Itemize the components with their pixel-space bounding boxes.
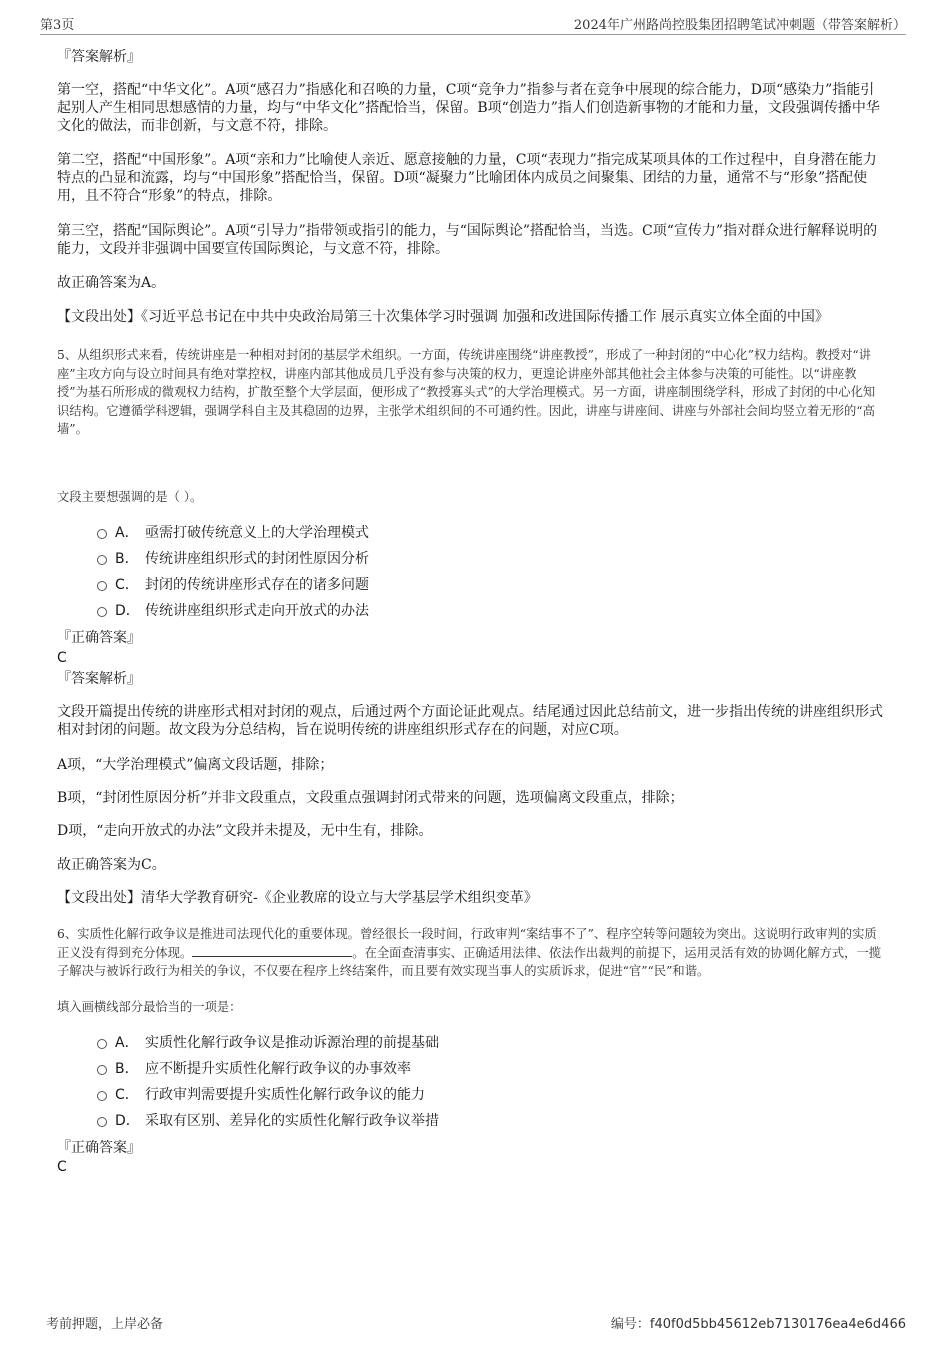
- q5-option-a[interactable]: A． 亟需打破传统意义上的大学治理模式: [97, 524, 369, 542]
- conclusion: 故正确答案为C。: [57, 857, 166, 873]
- source-note: 【文段出处】《习近平总书记在中共中央政治局第三十次集体学习时强调 加强和改进国际传播工作 展示真实立体全面的中国》: [57, 309, 829, 325]
- page-number: 第3页: [40, 18, 75, 33]
- analysis-note-d: D项，“走向开放式的办法”文段并未提及，无中生有，排除。: [57, 823, 433, 839]
- radio-icon[interactable]: [97, 1091, 107, 1101]
- question-6-passage: 6、实质性化解行政争议是推进司法现代化的重要体现。曾经很长一段时间，行政审判“案结事不了”、程序空转等问题较为突出。这说明行政审判的实质正义没有得到充分体现。 。在全面查清事实、正确适用法律、依法作出裁判的前提下，运用灵活有效的协调化解方式，一揽子解决与被诉行政行为相关的争议，不仅要在程序上终结案件，而且要有效实现当事人的实质诉求，促进“官”“民”和谐。: [57, 927, 882, 978]
- source-note: 【文段出处】清华大学教育研究-《企业教席的设立与大学基层学术组织变革》: [57, 890, 538, 906]
- radio-icon[interactable]: [97, 1065, 107, 1075]
- analysis-paragraph: 文段开篇提出传统的讲座形式相对封闭的观点，后通过两个方面论证此观点。结尾通过因此总结前文，进一步指出传统的讲座组织形式相对封闭的问题。故文段为分总结构，旨在说明传统的讲座组织形式存在的问题，对应C项。: [57, 704, 883, 738]
- radio-icon[interactable]: [97, 1039, 107, 1049]
- correct-answer: C: [57, 1159, 67, 1175]
- radio-icon[interactable]: [97, 581, 107, 591]
- q6-option-c[interactable]: C． 行政审判需要提升实质性化解行政争议的能力: [97, 1086, 425, 1104]
- q5-option-c[interactable]: C． 封闭的传统讲座形式存在的诸多问题: [97, 576, 369, 594]
- correct-answer: C: [57, 650, 67, 666]
- analysis-paragraph-1: 第一空，搭配“中华文化”。A项“感召力”指感化和召唤的力量，C项“竞争力”指参与者在竞争中展现的综合能力，D项“感染力”指能引起别人产生相同思想感情的力量，均与“中华文化”搭配恰当，保留。B项“创造力”指人们创造新事物的才能和力量，文段强调传播中华文化的做法，而非创新，与文意不符，排除。: [57, 82, 880, 134]
- radio-icon[interactable]: [97, 555, 107, 565]
- q5-option-d[interactable]: D． 传统讲座组织形式走向开放式的办法: [97, 602, 369, 620]
- conclusion: 故正确答案为A。: [57, 275, 166, 291]
- analysis-label: 『答案解析』: [57, 671, 141, 687]
- question-5-prompt: 文段主要想强调的是（ ）。: [57, 490, 203, 504]
- fill-blank: [192, 944, 352, 957]
- page-header: [40, 12, 906, 35]
- radio-icon[interactable]: [97, 529, 107, 539]
- document-title: 2024年广州路尚控股集团招聘笔试冲刺题（带答案解析）: [573, 18, 906, 33]
- q5-option-b[interactable]: B． 传统讲座组织形式的封闭性原因分析: [97, 550, 369, 568]
- analysis-note-b: B项，“封闭性原因分析”并非文段重点，文段重点强调封闭式带来的问题，选项偏离文段重点，排除；: [57, 790, 684, 806]
- document-code: 编号：f40f0d5bb45612eb7130176ea4e6d466: [610, 1317, 906, 1332]
- footer-slogan: 考前押题，上岸必备: [46, 1317, 164, 1332]
- q6-option-b[interactable]: B． 应不断提升实质性化解行政争议的办事效率: [97, 1060, 411, 1078]
- correct-answer-label: 『正确答案』: [57, 1140, 141, 1156]
- question-5-passage: 5、从组织形式来看，传统讲座是一种相对封闭的基层学术组织。一方面，传统讲座围绕“讲座教授”，形成了一种封闭的“中心化”权力结构。教授对“讲座”主攻方向与设立时间具有绝对掌控权，讲座内部其他成员几乎没有参与决策的权力，更遑论讲座外部其他社会主体参与决策的可能性。以“讲座教授”为基石所形成的微观权力结构，扩散至整个大学层面，便形成了“教授寡头式”的大学治理模式。另一方面，讲座制围绕学科，形成了封闭的中心化知识结构。它遵循学科逻辑，强调学科自主及其稳固的边界，主张学术组织间的不可通约性。因此，讲座与讲座间、讲座与外部社会间均竖立着无形的“高墙”。: [57, 348, 876, 436]
- analysis-paragraph-2: 第二空，搭配“中国形象”。A项“亲和力”比喻使人亲近、愿意接触的力量，C项“表现力”指完成某项具体的工作过程中，自身潜在能力特点的凸显和流露，均与“中国形象”搭配恰当，保留。D项“凝聚力”比喻团体内成员之间聚集、团结的力量，通常不与“形象”搭配使用，且不符合“形象”的特点，排除。: [57, 152, 877, 204]
- radio-icon[interactable]: [97, 1117, 107, 1127]
- q6-option-d[interactable]: D． 采取有区别、差异化的实质性化解行政争议举措: [97, 1112, 439, 1130]
- analysis-paragraph-3: 第三空，搭配“国际舆论”。A项“引导力”指带领或指引的能力，与“国际舆论”搭配恰当，当选。C项“宣传力”指对群众进行解释说明的能力，文段并非强调中国要宣传国际舆论，与文意不符，排除。: [57, 223, 878, 257]
- question-6-prompt: 填入画横线部分最恰当的一项是：: [57, 1000, 242, 1014]
- radio-icon[interactable]: [97, 607, 107, 617]
- correct-answer-label: 『正确答案』: [57, 630, 141, 646]
- q6-option-a[interactable]: A． 实质性化解行政争议是推动诉源治理的前提基础: [97, 1034, 439, 1052]
- analysis-note-a: A项，“大学治理模式”偏离文段话题，排除；: [57, 757, 334, 773]
- analysis-label: 『答案解析』: [57, 49, 141, 65]
